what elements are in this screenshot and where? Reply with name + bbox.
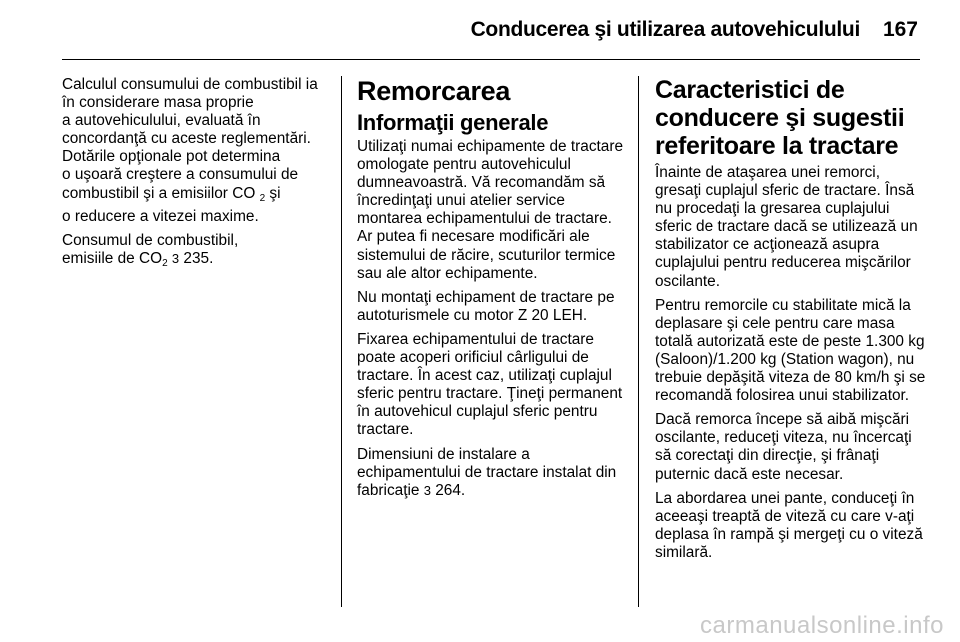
text-line: o reducere a vitezei maxime. bbox=[62, 207, 259, 225]
heading-line: conducere şi sugestii bbox=[655, 104, 905, 132]
text-line: Calculul consumului de combustibil ia bbox=[62, 76, 318, 93]
page-header bbox=[0, 16, 960, 56]
column-left bbox=[62, 76, 334, 279]
column-divider-2 bbox=[638, 76, 639, 607]
heading-line: Caracteristici de bbox=[655, 76, 845, 104]
text-line: Consumul de combustibil, bbox=[62, 231, 239, 249]
heading-line: referitoare la tractare bbox=[655, 132, 899, 160]
column-middle bbox=[357, 76, 625, 506]
subscript: 2 bbox=[259, 192, 266, 204]
paragraph: Înainte de ataşarea unei remorci, gresaţi cuplajul sferic de tractare. Însă nu procedaţi la gresarea cuplajului sferic de tractare dacă se utilizează un stabilizator ce acţionează asupra cuplajului pentru reducerea mişcărilor oscilante. bbox=[655, 164, 918, 290]
text-line: în considerare masa proprie bbox=[62, 94, 254, 112]
paragraph: La abordarea unei pante, conduceţi în aceeaşi treaptă de viteză cu care v-aţi deplasa în rampă şi mergeţi cu o viteză similară. bbox=[655, 489, 923, 561]
paragraph: Fixarea echipamentului de tractare poate acoperi orificiul cârligului de tractare. În acest caz, utilizaţi cuplajul sferic pentru tractare. Ţineţi permanent în autovehicul cuplajul sferic pentru tractare. bbox=[357, 330, 623, 439]
header-divider bbox=[62, 59, 920, 60]
emissions-reference-paragraph bbox=[62, 232, 334, 273]
subheading-general-info: Informaţii generale bbox=[357, 110, 549, 135]
text-line: combustibil şi a emisiilor CO bbox=[62, 184, 260, 202]
watermark: carmanualsonline.info bbox=[700, 612, 944, 639]
section-heading-towing: Remorcarea bbox=[357, 76, 511, 106]
text-line: şi bbox=[265, 184, 281, 202]
text-line: emisiile de CO bbox=[62, 249, 163, 267]
column-divider-1 bbox=[341, 76, 342, 607]
paragraph: Utilizaţi numai echipamente de tractare omologate pentru autovehiculul dumneavoastră. Vă recomandăm să încredinţaţi unui atelier service montarea echipamentului de tractare. Ar putea fi necesare modificări ale sistemului de răcire, scuturilor termice sau ale altor echipamente. bbox=[357, 138, 624, 282]
section-heading-driving-tips bbox=[655, 76, 927, 160]
subscript: 2 bbox=[162, 257, 168, 269]
page-reference-icon: 3 bbox=[171, 250, 180, 266]
paragraph: Nu montaţi echipament de tractare pe autoturismele cu motor Z 20 LEH. bbox=[357, 288, 615, 324]
text-line: Dotările opţionale pot determina bbox=[62, 148, 281, 166]
paragraph: Pentru remorcile cu stabilitate mică la deplasare şi cele pentru care masa totală autorizată este de peste 1.300 kg (Saloon)/1.200 kg (Station wagon), nu trebuie depăşită viteza de 80 km/h şi se recomandă folosirea unui stabilizator. bbox=[655, 296, 926, 405]
paragraph: Dacă remorca începe să aibă mişcări oscilante, reduceţi viteza, nu încercaţi să corectaţi din direcţie, şi frânaţi puternic dacă este necesar. bbox=[655, 411, 912, 483]
text: Dimensiuni de instalare a echipamentului de tractare instalat din fabricaţie bbox=[357, 445, 617, 499]
page-number: 167 bbox=[882, 18, 918, 41]
page-title: Conducerea şi utilizarea autovehiculului bbox=[470, 18, 860, 41]
page-reference-icon: 3 bbox=[423, 482, 431, 498]
column-right bbox=[655, 76, 927, 568]
text-line: o uşoară creştere a consumului de bbox=[62, 166, 299, 184]
paragraph bbox=[357, 446, 625, 500]
page-reference-number: 264. bbox=[430, 481, 466, 499]
text-line: a autovehiculului, evaluată în bbox=[62, 112, 261, 130]
text-line: concordanţă cu aceste reglementări. bbox=[62, 130, 311, 148]
fuel-consumption-paragraph bbox=[62, 76, 334, 226]
page-reference-number: 235. bbox=[179, 249, 214, 267]
